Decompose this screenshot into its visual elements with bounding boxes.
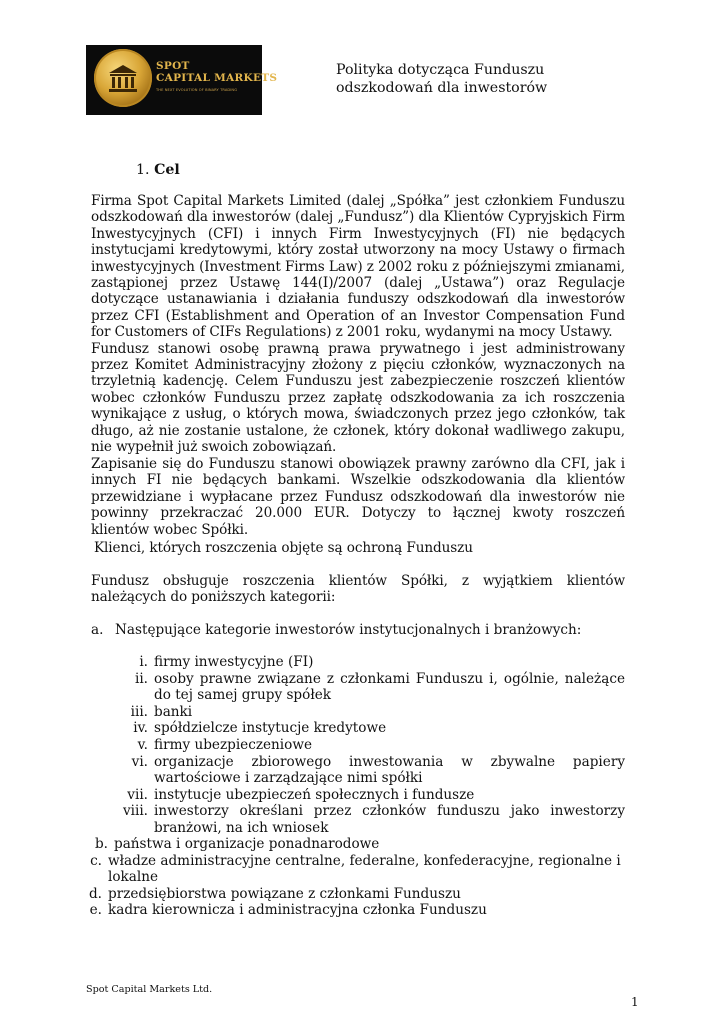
- list-label: vi.: [131, 753, 148, 770]
- list-item: [110, 704, 625, 721]
- paragraph-exclusions: Fundusz obsługuje roszczenia klientów Spółki, z wyjątkiem klientów należących do poniższych kategorii:: [91, 573, 625, 606]
- list-label: iii.: [130, 703, 148, 720]
- list-item: [110, 654, 625, 671]
- list-item: [110, 803, 625, 836]
- page-number: 1: [631, 995, 639, 1009]
- subheading-covered-clients: Klienci, których roszczenia objęte są ochroną Funduszu: [94, 540, 473, 556]
- list-item: [84, 836, 624, 853]
- subheading-block: [94, 540, 614, 556]
- list-item: [110, 720, 625, 737]
- company-logo: [86, 45, 278, 115]
- list-label: iv.: [133, 720, 148, 737]
- list-text: instytucje ubezpieczeń społecznych i fundusze: [154, 786, 475, 803]
- logo-name-line2: CAPITAL MARKETS: [156, 72, 278, 84]
- alpha-list: [84, 836, 624, 919]
- list-item-a: [91, 622, 625, 638]
- document-title: Polityka dotycząca Funduszu odszkodowań dla inwestorów: [336, 62, 548, 96]
- paragraph-fund-purpose: Fundusz stanowi osobę prawną prawa prywatnego i jest administrowany przez Komitet Administracyjny złożony z pięciu członków, wyznaczonych na trzyletnią kadencję. Celem Funduszu jest zabezpieczenie roszczeń klientów wobec członków Funduszu przez zapłatę odszkodowania za ich roszczenia wynikające z usług, o których mowa, świadczonych przez jego członków, tak długo, aż nie zostanie ustalone, że członek, który dokonał wadliwego zakupu, nie wypełnił już swoich zobowiązań.: [91, 340, 625, 456]
- list-text: państwa i organizacje ponadnarodowe: [114, 836, 380, 852]
- list-text: firmy ubezpieczeniowe: [154, 736, 313, 753]
- list-label: b.: [94, 836, 108, 852]
- section-heading: [136, 161, 180, 179]
- list-label: d.: [88, 885, 102, 902]
- list-item: [110, 737, 625, 754]
- list-text: Następujące kategorie inwestorów instytucjonalnych i branżowych:: [115, 622, 582, 638]
- paragraph-block-intro: [91, 193, 625, 456]
- logo-name-line1: SPOT: [156, 60, 190, 72]
- list-item: [84, 886, 624, 903]
- list-text: osoby prawne związane z członkami Funduszu i, ogólnie, należące do tej samej grupy spółek: [154, 670, 625, 704]
- paragraph-obligation: Zapisanie się do Funduszu stanowi obowiązek prawny zarówno dla CFI, jak i innych FI nie będących bankami. Wszelkie odszkodowania dla klientów przewidziane i wypłacane przez Fundusz odszkodowań dla inwestorów nie powinny przekraczać 20.000 EUR. Dotyczy to łącznej kwoty roszczeń klientów wobec Spółki.: [91, 456, 625, 538]
- logo-name: [156, 60, 278, 84]
- list-label: i.: [139, 654, 148, 670]
- list-text: przedsiębiorstwa powiązane z członkami Funduszu: [108, 885, 461, 902]
- list-label: a.: [91, 622, 104, 638]
- list-label: c.: [90, 852, 102, 869]
- roman-list: [110, 654, 625, 837]
- list-text: inwestorzy określani przez członków funduszu jako inwestorzy branżowi, na ich wniosek: [154, 803, 625, 836]
- paragraph-block-obligation: [91, 456, 625, 538]
- list-label: ii.: [134, 670, 148, 687]
- list-label: vii.: [127, 786, 148, 803]
- list-text: władze administracyjne centralne, federalne, konfederacyjne, regionalne i lokalne: [108, 852, 621, 886]
- section-title: Cel: [154, 162, 180, 178]
- list-text: spółdzielcze instytucje kredytowe: [154, 720, 387, 737]
- temple-icon: [107, 62, 139, 94]
- list-label: e.: [89, 902, 102, 919]
- footer-company: Spot Capital Markets Ltd.: [86, 984, 213, 995]
- list-text: organizacje zbiorowego inwestowania w zbywalne papiery wartościowe i zarządzające nimi spółki: [154, 753, 625, 787]
- list-item: [110, 754, 625, 787]
- paragraph-block-exclusions: [91, 573, 625, 606]
- list-item: [110, 787, 625, 804]
- paragraph-membership: Firma Spot Capital Markets Limited (dalej „Spółka” jest członkiem Funduszu odszkodowań dla inwestorów (dalej „Fundusz”) dla Klientów Cypryjskich Firm Inwestycyjnych (CFI) i innych Firm Inwestycyjnych (FI) nie będących instytucjami kredytowymi, który został utworzony na mocy Ustawy o firmach inwestycyjnych (Investment Firms Law) z 2002 roku z późniejszymi zmianami, zastąpionej przez Ustawę 144(I)/2007 (dalej „Ustawa”) oraz Regulacje dotyczące ustanawiania i działania funduszy odszkodowań dla inwestorów przez CFI (Establishment and Operation of an Investor Compensation Fund for Customers of CIFs Regulations) z 2001 roku, wydanymi na mocy Ustawy.: [91, 193, 625, 341]
- list-label: viii.: [122, 803, 148, 820]
- list-text: firmy inwestycyjne (FI): [154, 654, 314, 670]
- logo-tagline: THE NEXT EVOLUTION OF BINARY TRADING: [156, 88, 238, 92]
- list-item: [84, 853, 624, 886]
- list-item: [84, 902, 624, 919]
- list-text: banki: [154, 703, 193, 720]
- list-text: kadra kierownicza i administracyjna członka Funduszu: [108, 902, 487, 919]
- list-item: [110, 671, 625, 704]
- section-number: 1.: [136, 162, 150, 178]
- list-label: v.: [137, 736, 148, 753]
- logo-emblem: [94, 49, 152, 107]
